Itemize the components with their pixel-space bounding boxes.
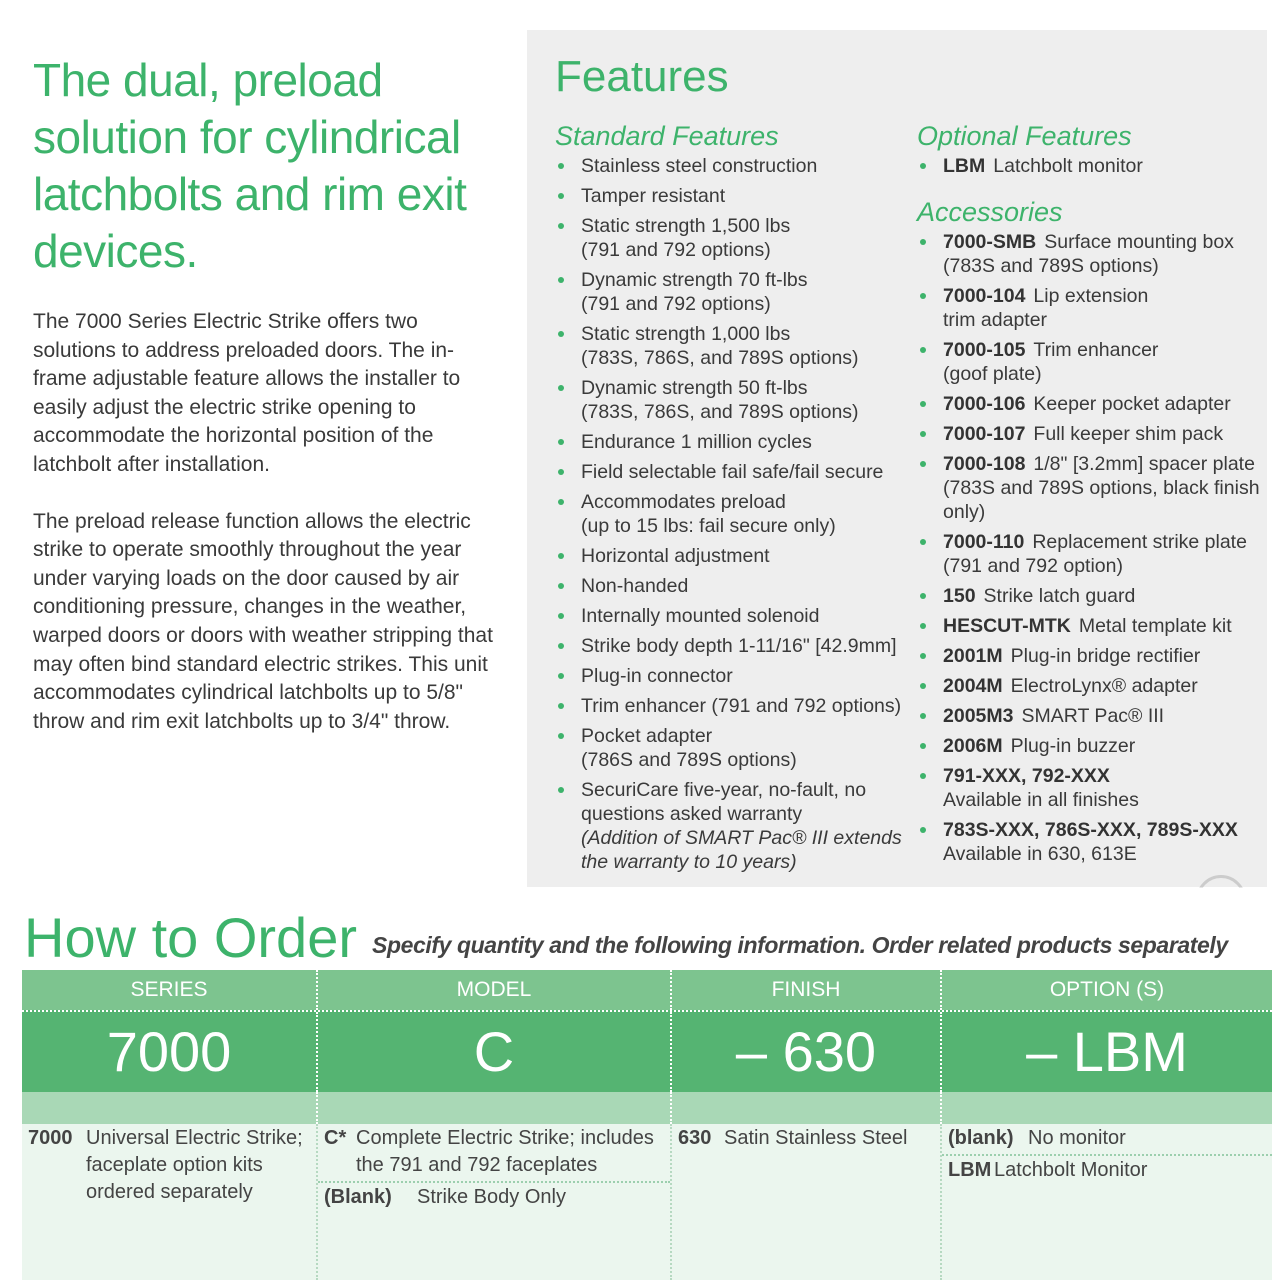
accessory-item-text: Surface mounting box xyxy=(1044,231,1234,253)
standard-feature-item xyxy=(555,376,905,424)
standard-features-heading: Standard Features xyxy=(555,121,779,151)
intro-paragraph-2: The preload release function allows the electric strike to operate smoothly throughout the year under varying loads on the door caused by air conditioning pressure, changes in the weather, warped doors or doors with weather stripping that may often bind standard electric strikes. This unit accommodates cylindrical latchbolts up to 5/8" throw and rim exit latchbolts up to 3/4" throw. xyxy=(33,509,493,733)
accessory-item-code: 7000-106 xyxy=(943,393,1026,415)
standard-feature-item xyxy=(555,214,905,262)
standard-feature-item xyxy=(555,460,905,484)
accessory-item-text: ElectroLynx® adapter xyxy=(1010,675,1198,697)
accessory-item-detail: (783S and 789S options, black finish only) xyxy=(943,477,1260,523)
accessory-item-detail: (791 and 792 option) xyxy=(943,555,1123,577)
standard-feature-item xyxy=(555,724,905,772)
accessory-item xyxy=(917,704,1262,728)
standard-feature-item-text: Pocket adapter xyxy=(581,725,713,747)
order-description-row xyxy=(22,1124,1272,1280)
scroll-indicator-icon xyxy=(1196,875,1246,925)
accessory-item-code: 7000-110 xyxy=(943,531,1025,553)
option-code-lbm: LBM xyxy=(948,1159,992,1181)
series-description-cell xyxy=(22,1124,318,1280)
standard-feature-item-text: Stainless steel construction xyxy=(581,155,818,177)
optional-feature-item xyxy=(917,154,1262,178)
standard-feature-item xyxy=(555,430,905,454)
header-options: OPTION (S) xyxy=(1049,978,1165,1001)
option-code-blank: (blank) xyxy=(948,1127,1014,1149)
accessories-heading: Accessories xyxy=(917,197,1063,227)
features-panel xyxy=(527,30,1267,887)
accessory-item-code: 2005M3 xyxy=(943,705,1014,727)
accessory-item-code: 7000-108 xyxy=(943,453,1026,475)
standard-feature-item xyxy=(555,184,905,208)
accessory-item-code: 7000-105 xyxy=(943,339,1026,361)
standard-feature-item-text: Non-handed xyxy=(581,575,689,597)
accessory-item xyxy=(917,392,1262,416)
finish-code: 630 xyxy=(678,1127,712,1149)
optional-feature-item-code: LBM xyxy=(943,155,986,177)
standard-feature-item xyxy=(555,490,905,538)
accessory-item xyxy=(917,422,1262,446)
standard-feature-item xyxy=(555,778,905,874)
intro-section xyxy=(33,52,503,736)
standard-feature-item xyxy=(555,694,905,718)
headline: The dual, preload solution for cylindrical latchbolts and rim exit devices. xyxy=(33,54,467,277)
accessory-item xyxy=(917,530,1262,578)
standard-feature-item-detail: (783S, 786S, and 789S options) xyxy=(581,401,859,423)
model-description-cell xyxy=(318,1124,672,1280)
standard-feature-item-text: Endurance 1 million cycles xyxy=(581,431,812,453)
accessory-item-code: 7000-SMB xyxy=(943,231,1037,253)
accessory-item-detail: trim adapter xyxy=(943,309,1048,331)
order-title: How to Order xyxy=(24,906,357,969)
accessory-item-code: 150 xyxy=(943,585,976,607)
standard-feature-item-detail: (791 and 792 options) xyxy=(581,239,771,261)
standard-feature-item-text: Dynamic strength 70 ft-lbs xyxy=(581,269,808,291)
accessory-item-text: Plug-in buzzer xyxy=(1010,735,1136,757)
standard-feature-item xyxy=(555,544,905,568)
model-desc-blank: Strike Body Only xyxy=(417,1186,566,1208)
accessory-item-text: SMART Pac® III xyxy=(1021,705,1165,727)
standard-feature-item-detail: (up to 15 lbs: fail secure only) xyxy=(581,515,836,537)
optional-features-list xyxy=(917,154,1262,178)
features-title: Features xyxy=(555,52,729,101)
accessory-item xyxy=(917,284,1262,332)
standard-feature-item-text: Accommodates preload xyxy=(581,491,786,513)
accessory-item xyxy=(917,764,1262,812)
model-desc-c: Complete Electric Strike; includes the 791 and 792 faceplates xyxy=(356,1127,654,1176)
accessory-item-text: Strike latch guard xyxy=(983,585,1136,607)
series-code: 7000 xyxy=(28,1127,73,1149)
header-series: SERIES xyxy=(22,970,318,1010)
accessory-item-text: Replacement strike plate xyxy=(1032,531,1247,553)
standard-feature-item-text: Trim enhancer (791 and 792 options) xyxy=(581,695,902,717)
standard-feature-item xyxy=(555,634,905,658)
accessory-item-code: 791-XXX, 792-XXX xyxy=(943,765,1110,787)
standard-feature-item-text: Field selectable fail safe/fail secure xyxy=(581,461,884,483)
order-example-row xyxy=(22,1010,1272,1092)
value-finish: – 630 xyxy=(672,1012,942,1092)
standard-feature-item xyxy=(555,664,905,688)
order-header-row xyxy=(22,970,1272,1010)
standard-feature-item-detail: (791 and 792 options) xyxy=(581,293,771,315)
accessory-item-code: 783S-XXX, 786S-XXX, 789S-XXX xyxy=(943,819,1238,841)
model-code-c: C* xyxy=(324,1127,347,1149)
standard-feature-item-text: Plug-in connector xyxy=(581,665,733,687)
accessory-item-detail: (goof plate) xyxy=(943,363,1042,385)
value-series: 7000 xyxy=(22,1012,318,1092)
standard-feature-item xyxy=(555,268,905,316)
accessory-item-code: 7000-107 xyxy=(943,423,1026,445)
accessory-item xyxy=(917,674,1262,698)
standard-feature-item-text: SecuriCare five-year, no-fault, no questions asked warranty xyxy=(581,779,867,825)
accessory-item-code: 2001M xyxy=(943,645,1003,667)
accessory-item xyxy=(917,452,1262,524)
accessory-item-text: Keeper pocket adapter xyxy=(1033,393,1231,415)
accessory-item-text: Plug-in bridge rectifier xyxy=(1010,645,1201,667)
standard-feature-item-detail: (783S, 786S, and 789S options) xyxy=(581,347,859,369)
option-desc-lbm: Latchbolt Monitor xyxy=(994,1159,1148,1181)
accessory-item-code: 2004M xyxy=(943,675,1003,697)
standard-features-list xyxy=(555,154,905,874)
series-desc: Universal Electric Strike; faceplate option kits ordered separately xyxy=(86,1127,303,1203)
standard-feature-item xyxy=(555,322,905,370)
accessory-item-code: HESCUT-MTK xyxy=(943,615,1071,637)
finish-description-cell xyxy=(672,1124,942,1280)
accessory-item-detail: (783S and 789S options) xyxy=(943,255,1159,277)
accessory-item-code: 2006M xyxy=(943,735,1003,757)
standard-feature-item-text: Internally mounted solenoid xyxy=(581,605,820,627)
standard-feature-item-text: Static strength 1,000 lbs xyxy=(581,323,791,345)
model-code-blank: (Blank) xyxy=(324,1186,392,1208)
accessory-item xyxy=(917,644,1262,668)
accessories-list xyxy=(917,230,1262,866)
standard-feature-item-text: Strike body depth 1-11/16" [42.9mm] xyxy=(581,635,897,657)
accessory-item xyxy=(917,818,1262,866)
options-description-cell xyxy=(942,1124,1272,1280)
accessory-item-text: Trim enhancer xyxy=(1033,339,1159,361)
accessory-item-text: Full keeper shim pack xyxy=(1033,423,1224,445)
optional-feature-item-text: Latchbolt monitor xyxy=(993,155,1143,177)
standard-feature-item-note: (Addition of SMART Pac® III extends the warranty to 10 years) xyxy=(581,827,902,873)
standard-features-column xyxy=(555,120,905,880)
accessory-item-text: 1/8" [3.2mm] spacer plate xyxy=(1033,453,1255,475)
standard-feature-item-text: Horizontal adjustment xyxy=(581,545,770,567)
standard-feature-item-text: Dynamic strength 50 ft-lbs xyxy=(581,377,808,399)
finish-desc: Satin Stainless Steel xyxy=(724,1127,908,1149)
accessory-item-detail: Available in 630, 613E xyxy=(943,843,1137,865)
accessory-item xyxy=(917,230,1262,278)
order-spacer-row xyxy=(22,1092,1272,1124)
standard-feature-item-detail: (786S and 789S options) xyxy=(581,749,797,771)
value-model: C xyxy=(318,1012,672,1092)
optional-features-heading: Optional Features xyxy=(917,121,1132,151)
option-desc-blank: No monitor xyxy=(1028,1127,1126,1149)
accessory-item-detail: Available in all finishes xyxy=(943,789,1139,811)
accessory-item-code: 7000-104 xyxy=(943,285,1026,307)
accessory-item xyxy=(917,338,1262,386)
standard-feature-item xyxy=(555,604,905,628)
intro-paragraph-1: The 7000 Series Electric Strike offers two solutions to address preloaded doors. The in-frame adjustable feature allows the installer to easily adjust the electric strike opening to accommodate the horizontal position of the latchbolt after installation. xyxy=(33,310,461,476)
header-model: MODEL xyxy=(318,970,672,1010)
order-subtitle: Specify quantity and the following information. Order related products separately xyxy=(372,932,1228,958)
accessory-item xyxy=(917,584,1262,608)
accessory-item xyxy=(917,734,1262,758)
standard-feature-item xyxy=(555,154,905,178)
value-options: – LBM xyxy=(1026,1020,1188,1083)
accessory-item-text: Metal template kit xyxy=(1078,615,1232,637)
header-finish: FINISH xyxy=(672,970,942,1010)
standard-feature-item-text: Tamper resistant xyxy=(581,185,726,207)
accessory-item-text: Lip extension xyxy=(1033,285,1149,307)
accessory-item xyxy=(917,614,1262,638)
order-table xyxy=(22,970,1272,1280)
standard-feature-item xyxy=(555,574,905,598)
standard-feature-item-text: Static strength 1,500 lbs xyxy=(581,215,791,237)
optional-features-column xyxy=(917,120,1262,872)
